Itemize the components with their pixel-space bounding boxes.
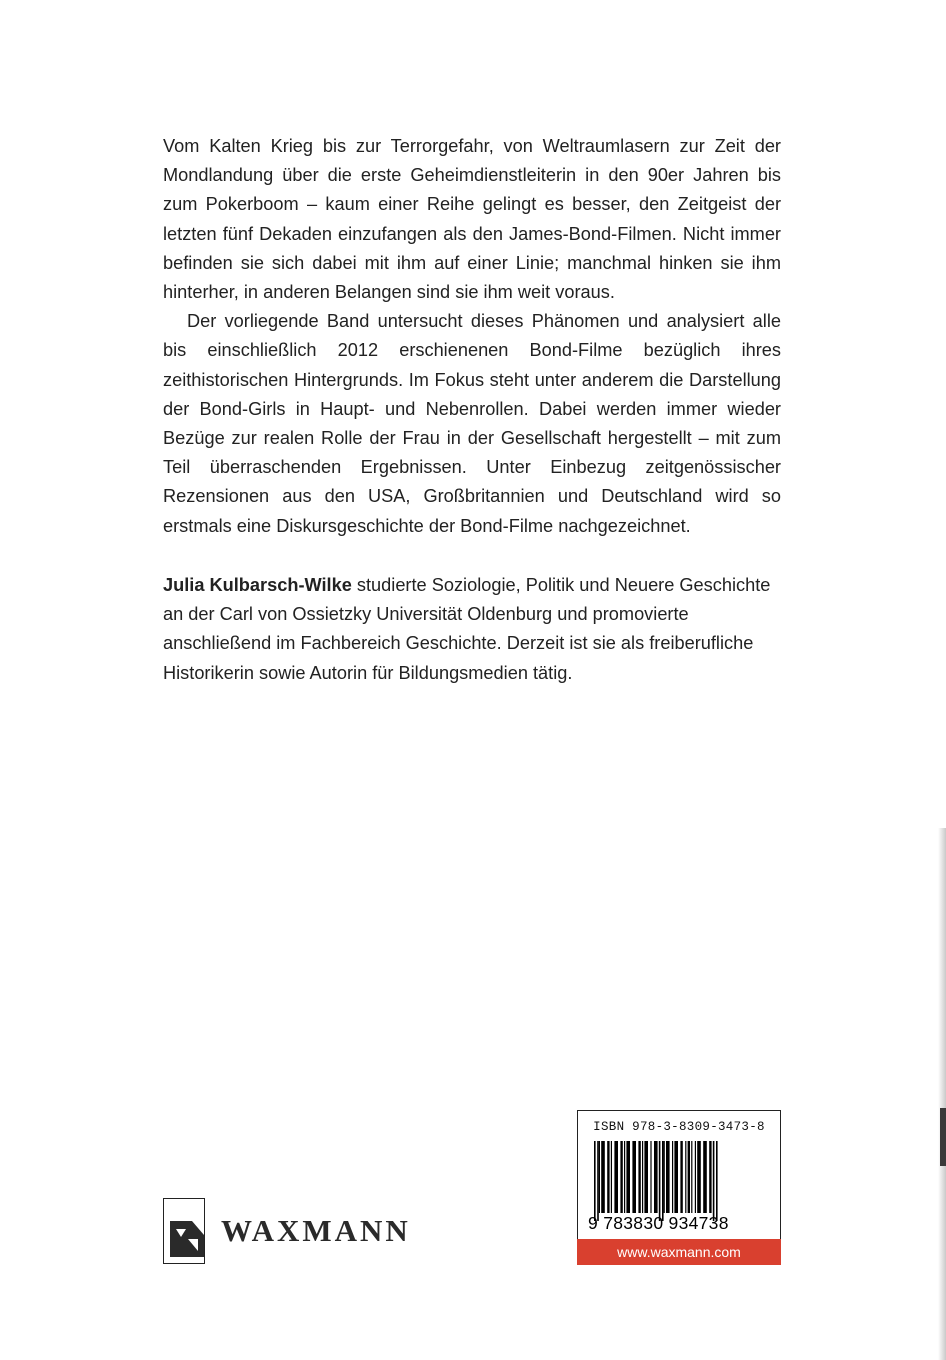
barcode-bar (697, 1141, 701, 1213)
barcode-bar (680, 1141, 682, 1213)
author-bio (163, 571, 781, 688)
barcode-bar (642, 1141, 643, 1213)
barcode-bar (601, 1141, 605, 1213)
author-bio-text: studierte Soziologie, Politik und Neuere Geschichte an der Carl von Ossietzky Universität Oldenburg und promovierte anschließend im Fachbereich Geschichte. Derzeit ist sie als freiberufliche Historikerin sowie Autorin für Bildungsmedien tätig. (163, 575, 771, 683)
barcode-bar (599, 1141, 600, 1213)
barcode-bar (614, 1141, 618, 1213)
barcode-bar (650, 1141, 651, 1213)
barcode-bar (644, 1141, 648, 1213)
barcode-bar (688, 1141, 690, 1213)
barcode-bar (659, 1141, 661, 1221)
isbn-barcode-box (577, 1110, 781, 1265)
author-bio-paragraph (163, 571, 781, 688)
barcode-bar (594, 1141, 596, 1221)
barcode-bar (597, 1141, 599, 1221)
barcode-bar (666, 1141, 670, 1213)
barcode-bar (685, 1141, 686, 1213)
barcode-bar (664, 1141, 665, 1213)
page-edge-shading (938, 828, 946, 1360)
isbn-number: ISBN 978-3-8309-3473-8 (593, 1120, 765, 1134)
barcode-bar (638, 1141, 640, 1213)
publisher-url: www.waxmann.com (577, 1239, 781, 1265)
barcode-bar (716, 1141, 718, 1221)
barcode-bar (662, 1141, 664, 1221)
barcode-bar (674, 1141, 678, 1213)
barcode-bar (703, 1141, 707, 1213)
barcode-bar (611, 1141, 612, 1213)
author-name: Julia Kulbarsch-Wilke (163, 575, 352, 595)
barcode-bar (672, 1141, 673, 1213)
barcode-bar (607, 1141, 609, 1213)
blurb-paragraph-2: Der vorliegende Band untersucht dieses Phänomen und analysiert alle bis einschließlich 2012 erschienenen Bond-Filme bezüglich ihres zeithistorischen Hintergrunds. Im Fokus steht unter anderem die Darstellung der Bond-Girls in Haupt- und Nebenrollen. Dabei werden immer wieder Bezüge zur realen Rolle der Frau in der Gesellschaft hergestellt – mit zum Teil überraschenden Ergebnissen. Unter Einbezug zeitgenössischer Rezensionen aus den USA, Großbritannien und Deutschland wird so erstmals eine Diskursgeschichte der Bond-Filme nachgezeichnet. (163, 311, 781, 536)
barcode-bar (624, 1141, 625, 1213)
barcode-bar (695, 1141, 696, 1213)
publisher-logo (163, 1197, 411, 1265)
barcode-bar (626, 1141, 630, 1213)
barcode-bar (654, 1141, 658, 1213)
barcode-digits: 9 783830 934738 (588, 1213, 729, 1233)
blurb-text (163, 132, 781, 541)
waxmann-logo-icon (163, 1198, 205, 1264)
blurb-paragraph-1: Vom Kalten Krieg bis zur Terrorgefahr, von Weltraumlasern zur Zeit der Mondlandung über die erste Geheimdienstleiterin in den 90er Jahren bis zum Pokerboom – kaum einer Reihe gelingt es besser, den Zeitgeist der letzten fünf Dekaden einzufangen als den James-Bond-Filmen. Nicht immer befinden sie sich dabei mit ihm auf einer Linie; manchmal hinken sie ihm hinterher, in anderen Belangen sind sie ihm weit voraus. (163, 136, 781, 303)
barcode-bar (620, 1141, 622, 1213)
barcode-bar (713, 1141, 715, 1221)
barcode-bars (594, 1141, 766, 1221)
barcode-bar (709, 1141, 711, 1213)
page-edge-mark (940, 1108, 946, 1166)
barcode-bar (691, 1141, 692, 1213)
barcode-bar (632, 1141, 636, 1213)
publisher-name: WAXMANN (221, 1213, 411, 1248)
